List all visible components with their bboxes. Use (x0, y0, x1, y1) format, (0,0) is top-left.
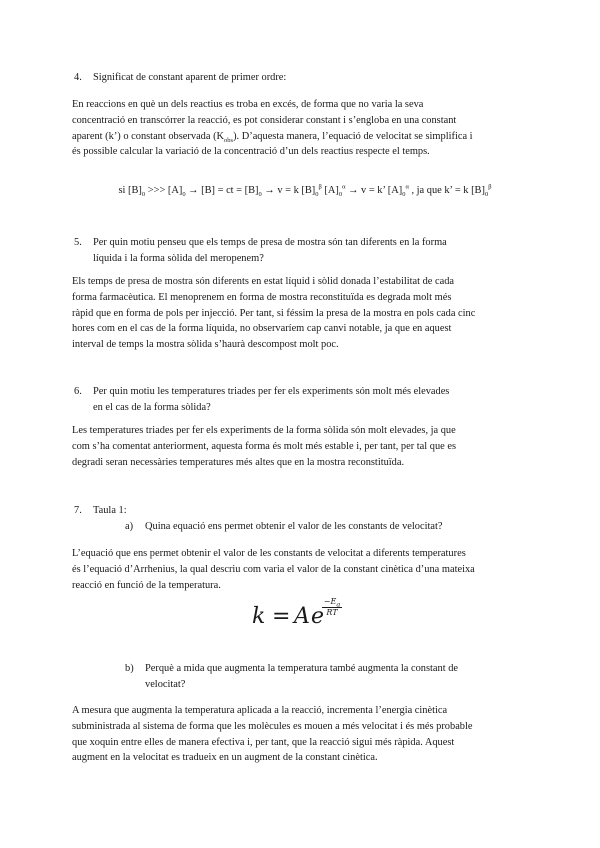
fraction-denominator: RT (326, 608, 338, 617)
text-line: ràpid que en forma de pols per injecció. Per tant, si féssim la presa de la mostra en pols cada cinc (72, 307, 476, 319)
eq-sup: β (488, 183, 492, 191)
text-line: reacció en funció de la temperatura. (72, 579, 221, 591)
eq-part: → [B] = ct = [B] (185, 185, 259, 196)
text-line: L’equació que ens permet obtenir el valor de les constants de velocitat a diferents temperatures (72, 548, 466, 559)
eq-sup: α (342, 183, 346, 191)
eq-part: si [B] (118, 185, 142, 196)
text-line: A mesura que augmenta la temperatura aplicada a la reacció, incrementa l’energia cinètica (72, 705, 448, 716)
eq-sup: α (405, 183, 409, 191)
formula-A: A (294, 604, 310, 629)
question-4-heading (74, 70, 533, 86)
text-line: degradi seran necessàries temperatures més altes que en la mostra reconstituïda. (72, 456, 405, 468)
text-line: hores com en el cas de la forma líquida, no observaríem cap canvi notable, ja que en aquest (72, 323, 452, 335)
text-line: és l’equació d’Arrhenius, la qual descriu com varia el valor de la constant cinètica d’una mateixa (72, 563, 475, 575)
text-line: subministrada al sistema de forma que les molècules es mouen a més velocitat i és més probable (72, 720, 473, 732)
question-6-heading (74, 384, 533, 416)
fraction-numerator (322, 598, 342, 608)
text-line: Les temperatures triades per fer els experiments de la forma sòlida són molt elevades, ja que (72, 425, 456, 436)
arrhenius-equation (252, 594, 352, 634)
question-title-line: Per quin motiu penseu que els temps de presa de mostra són tan diferents en la forma (93, 237, 447, 248)
answer-5-paragraph (72, 274, 537, 353)
text-line: interval de temps la mostra sòlida s’haurà descompost molt poc. (72, 339, 339, 351)
question-title-line: líquida i la forma sòlida del meropenem? (93, 252, 264, 264)
question-title-line: Per quin motiu les temperatures triades per fer els experiments són molt més elevades (93, 386, 450, 397)
text-line (72, 129, 537, 145)
formula-exponent-fraction (322, 598, 342, 617)
eq-part: → v = k’ [A] (345, 185, 403, 196)
question-title: Significat de constant aparent de primer ordre: (93, 72, 287, 83)
formula-equals: = (272, 604, 291, 629)
text-line: augment en la velocitat es tradueix en un augment de la constant cinètica. (72, 752, 378, 764)
formula-k: k (252, 604, 266, 629)
eq-sub: 0 (402, 191, 406, 199)
eq-sub: 0 (315, 191, 319, 199)
subquestion-text-line: Perquè a mida que augmenta la temperatura també augmenta la constant de (145, 663, 459, 674)
subquestion-text: Quina equació ens permet obtenir el valor de les constants de velocitat? (145, 521, 443, 532)
eq-sub: 0 (141, 191, 146, 199)
answer-7b-paragraph (72, 703, 537, 766)
numerator-sub: a (336, 600, 341, 609)
answer-6-paragraph (72, 423, 537, 470)
question-number: 4. (74, 72, 82, 83)
question-title-line: en el cas de la forma sòlida? (93, 401, 211, 413)
text-segment: aparent (k’) o constant observada (K (72, 130, 225, 142)
eq-sub: 0 (338, 191, 343, 199)
numerator-text: −E (323, 597, 337, 606)
text-line: concentració en transcórrer la reacció, es pot considerar constant i s’engloba en una constant (72, 114, 457, 126)
question-7b-heading (125, 661, 535, 693)
subquestion-text-line: velocitat? (145, 678, 186, 690)
subquestion-letter: b) (125, 663, 134, 674)
question-5-heading (74, 235, 533, 267)
text-line: forma farmacèutica. El menoprenem en forma de mostra reconstituïda es degrada molt més (72, 291, 452, 303)
text-line: En reaccions en què un dels reactius es troba en excés, de forma que no varia la seva (72, 99, 424, 110)
answer-7a-paragraph (72, 546, 537, 593)
rate-equation (70, 183, 540, 199)
question-number: 5. (74, 237, 82, 248)
eq-part: → v = k [B] (261, 185, 316, 196)
text-line: com s’ha comentat anteriorment, aquesta forma és molt més estable i, per tant, per tal que es (72, 440, 457, 452)
question-7-heading (74, 503, 533, 519)
subquestion-letter: a) (125, 521, 134, 532)
question-7a-heading (125, 519, 535, 535)
text-line: Els temps de presa de mostra són diferents en estat líquid i sòlid donada l’estabilitat de cada (72, 276, 455, 287)
eq-part: [A] (321, 185, 339, 196)
text-line: que xoquin entre elles de manera efectiva i, per tant, que la reacció sigui més ràpida. Aquest (72, 736, 455, 748)
question-number: 6. (74, 386, 82, 397)
subscript: obs (224, 136, 234, 144)
eq-sub: 0 (484, 191, 489, 199)
text-line: és possible calcular la variació de la concentració d’un dels reactius respecte el temps. (72, 146, 430, 158)
eq-sub: 0 (258, 191, 262, 199)
eq-sup: β (318, 183, 322, 191)
question-number: 7. (74, 505, 82, 516)
answer-4-paragraph (72, 97, 537, 160)
text-segment: ). D’aquesta manera, l’equació de velocitat se simplifica i (233, 130, 473, 142)
eq-sub: 0 (182, 191, 186, 199)
question-title: Taula 1: (93, 505, 127, 516)
eq-part: >>> [A] (145, 185, 183, 196)
formula-e: e (311, 604, 325, 629)
eq-part: , ja que k’ = k [B] (408, 185, 485, 196)
